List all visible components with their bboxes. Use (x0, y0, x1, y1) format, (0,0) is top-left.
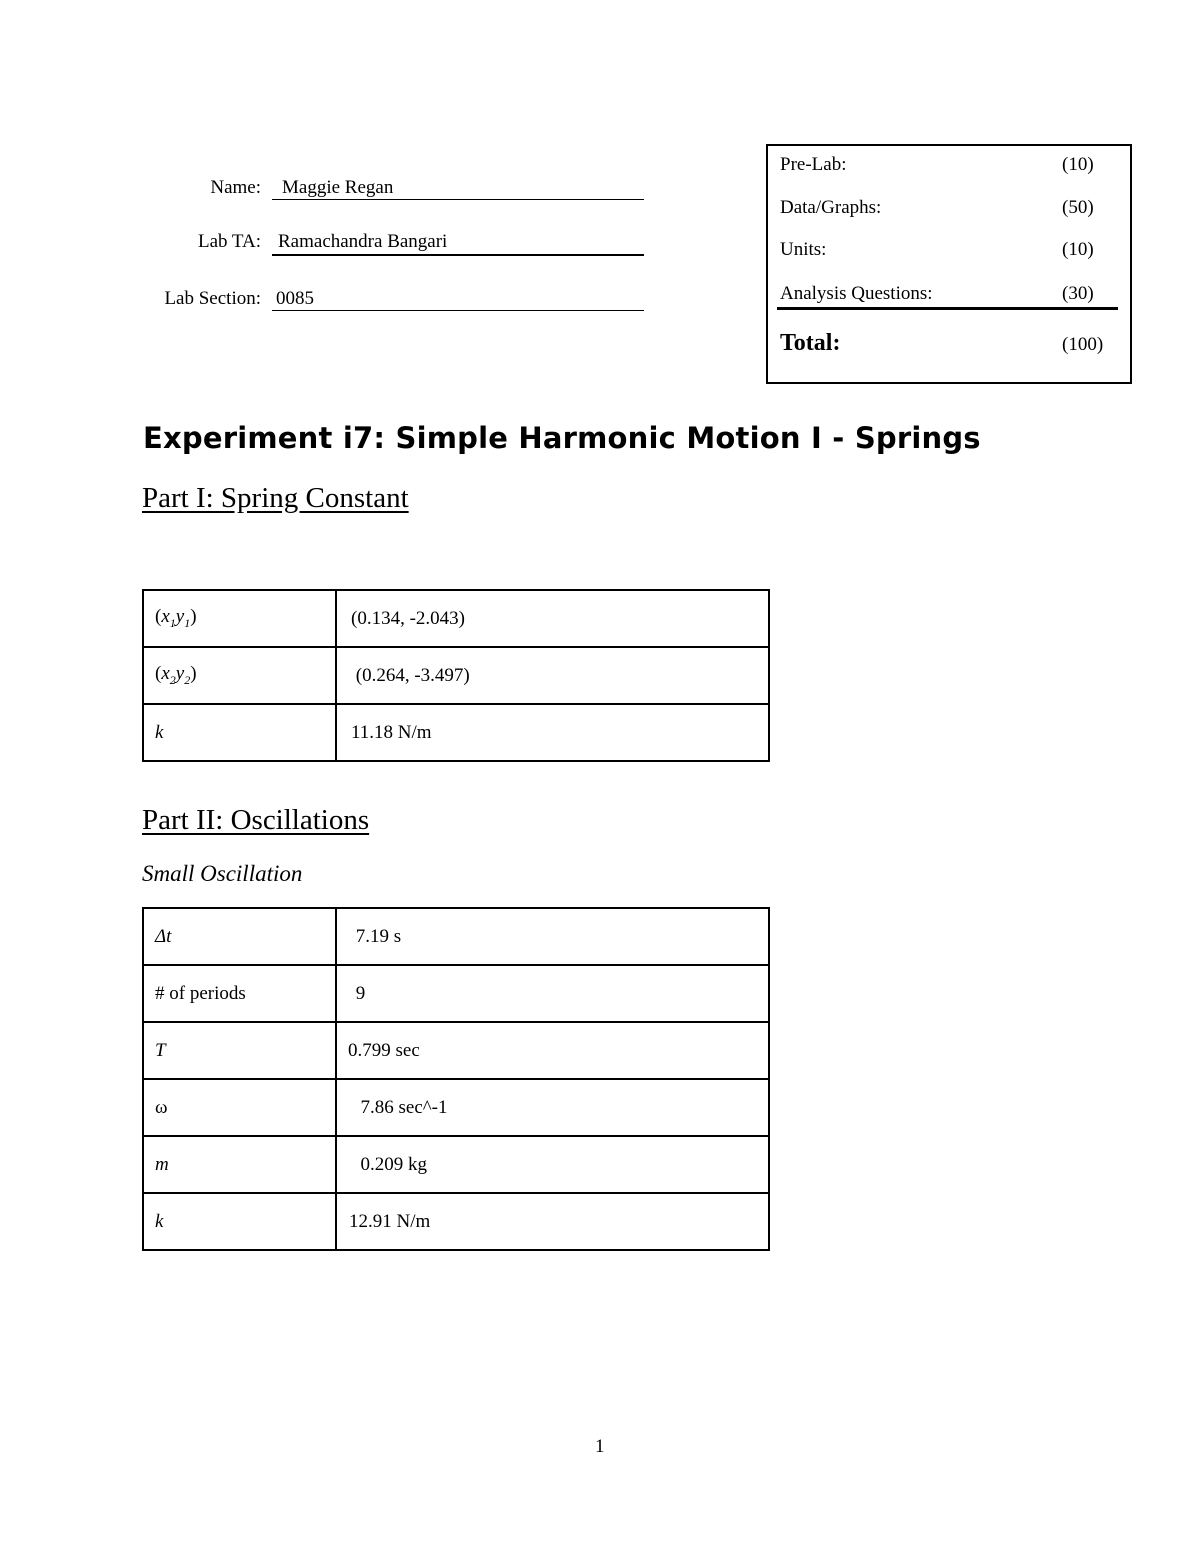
part2-heading: Part II: Oscillations (142, 804, 370, 836)
point1-value: (0.134, -2.043) (336, 590, 769, 647)
table-row (143, 908, 769, 965)
spring-constant-table (142, 589, 770, 762)
mass-label: m (143, 1136, 336, 1193)
part2-subheading: Small Oscillation (142, 861, 303, 886)
k2-label: k (143, 1193, 336, 1250)
grade-points: (10) (1062, 239, 1094, 260)
section-underline (272, 310, 644, 311)
delta-t-value: 7.19 s (336, 908, 769, 965)
k-value: 11.18 N/m (336, 704, 769, 761)
k-label: k (143, 704, 336, 761)
section-label: Lab Section: (164, 288, 261, 309)
k2-value: 12.91 N/m (336, 1193, 769, 1250)
table-row (143, 965, 769, 1022)
table-row (143, 647, 769, 704)
period-value: 0.799 sec (336, 1022, 769, 1079)
total-points: (100) (1062, 334, 1104, 355)
grade-points: (10) (1062, 154, 1094, 175)
grade-box (766, 144, 1132, 384)
part1-heading: Part I: Spring Constant (142, 482, 409, 514)
mass-value: 0.209 kg (336, 1136, 769, 1193)
table-row (143, 1079, 769, 1136)
table-row (143, 1136, 769, 1193)
grade-total-rule (777, 307, 1118, 310)
period-label: T (143, 1022, 336, 1079)
grade-label: Analysis Questions: (780, 283, 933, 304)
grade-points: (30) (1062, 283, 1094, 304)
grade-label: Data/Graphs: (780, 197, 882, 218)
delta-t-label: Δt (143, 908, 336, 965)
oscillation-table (142, 907, 770, 1251)
ta-label: Lab TA: (197, 231, 261, 252)
omega-value: 7.86 sec^-1 (336, 1079, 769, 1136)
point2-value: (0.264, -3.497) (336, 647, 769, 704)
ta-value: Ramachandra Bangari (278, 231, 448, 252)
point2-label: $(x_2y_2)$ (143, 647, 336, 704)
page-number: 1 (595, 1436, 605, 1457)
name-label: Name: (210, 177, 261, 198)
section-value: 0085 (276, 288, 314, 309)
name-underline (272, 199, 644, 200)
periods-value: 9 (336, 965, 769, 1022)
ta-underline (272, 254, 644, 256)
grade-label: Pre-Lab: (780, 154, 847, 175)
periods-label: # of periods (143, 965, 336, 1022)
total-label: Total: (780, 330, 841, 356)
table-row (143, 704, 769, 761)
table-row (143, 590, 769, 647)
document-title: Experiment i7: Simple Harmonic Motion I - Springs (143, 421, 981, 455)
table-row (143, 1193, 769, 1250)
grade-label: Units: (780, 239, 827, 260)
table-row (143, 1022, 769, 1079)
name-value: Maggie Regan (282, 177, 394, 198)
omega-label: ω (143, 1079, 336, 1136)
point1-label: $(x_1y_1)$ (143, 590, 336, 647)
grade-points: (50) (1062, 197, 1094, 218)
